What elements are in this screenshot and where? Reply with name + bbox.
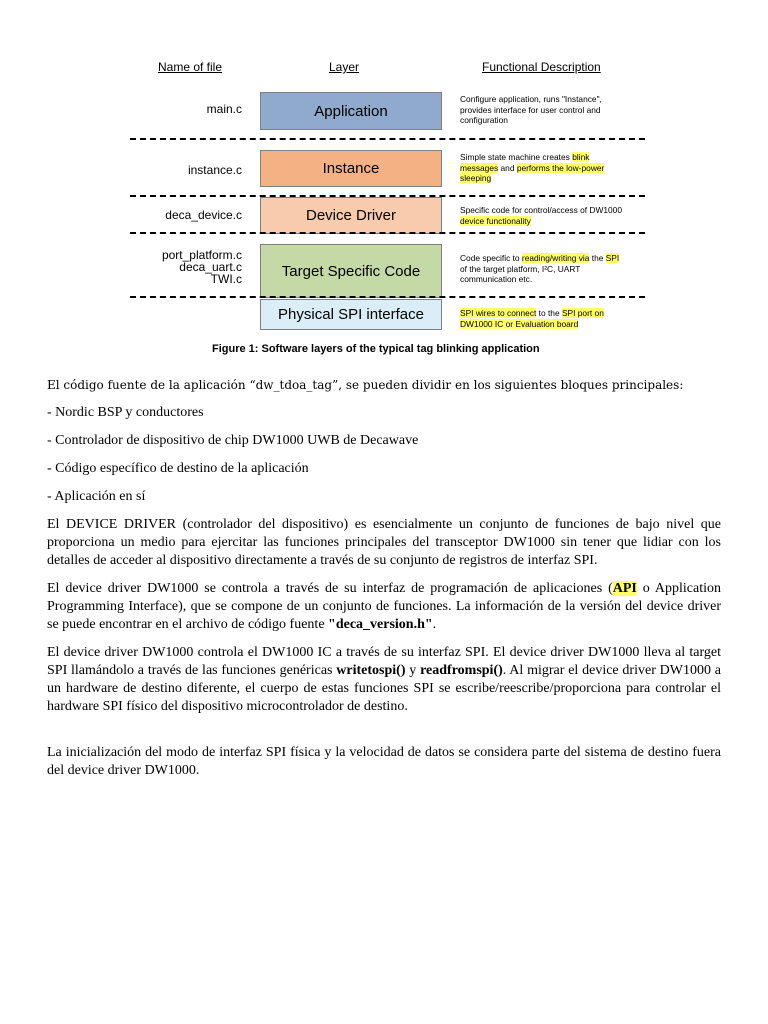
bullet-item: - Aplicación en sí [47, 489, 146, 504]
bullet-item: - Código específico de destino de la aplicación [47, 461, 309, 476]
paragraph-spi-init: La inicialización del modo de interfaz SPI física y la velocidad de datos se considera parte del sistema de destino fuera del device driver DW1000. [47, 745, 721, 778]
highlighted-text: SPI wires to connect [460, 308, 537, 318]
highlighted-text: blink messages [460, 152, 590, 173]
text: . Al migrar el device driver DW1000 a un hardware de destino diferente, el cuerpo de estas funciones SPI se escribe/reescribe/proporciona para controlar el hardware SPI físico del dispositivo microcontrolador de destino. [47, 663, 721, 714]
layer-description [460, 152, 628, 184]
figure-caption: Figure 1: Software layers of the typical tag blinking application [212, 343, 540, 355]
bullet-item: - Nordic BSP y conductores [47, 405, 204, 420]
highlighted-text: performs the low-power sleeping [460, 162, 605, 183]
dashed-separator [130, 195, 645, 197]
highlighted-text: SPI [605, 253, 620, 263]
highlighted-text: device functionality [460, 215, 531, 226]
description-text: and [498, 162, 517, 173]
layer-label: Device Driver [305, 207, 396, 224]
file-name [188, 164, 242, 176]
bullet-item: - Controlador de dispositivo de chip DW1000 UWB de Decawave [47, 433, 419, 448]
layer-description [460, 308, 628, 329]
intro-text: El código fuente de la aplicación “dw_tdoa_tag”, se pueden dividir en los siguientes bloques principales: [47, 378, 684, 392]
header-functional-description: Functional Description [482, 60, 601, 74]
version-file-name: "deca_version.h" [328, 617, 433, 632]
dashed-separator [130, 296, 645, 298]
file-name [165, 209, 242, 221]
layer-label: Target Specific Code [281, 262, 421, 280]
file-name-line: deca_device.c [165, 208, 242, 222]
text: o Application Programming Interface), que se compone de un conjunto de funciones. La información de la versión del device driver se puede encontrar en el archivo de código fuente [47, 581, 722, 632]
description-text: of the target platform, I²C, UART communication etc. [460, 263, 581, 284]
header-name-of-file: Name of file [158, 60, 223, 74]
file-name-line: TWI.c [210, 272, 242, 286]
layer-description [460, 94, 628, 126]
function-readfromspi: readfromspi() [420, 663, 503, 678]
header-layer: Layer [329, 60, 360, 74]
file-name [207, 103, 242, 115]
description-text: the [589, 253, 606, 263]
file-name-line: deca_uart.c [179, 260, 242, 274]
text: El device driver DW1000 se controla a través de su interfaz de programación de aplicaciones ( [47, 581, 613, 596]
description-text: Specific code for control/access of DW1000 [460, 205, 622, 215]
function-writetospi: writetospi() [336, 663, 406, 678]
layer-box [260, 150, 442, 187]
paragraph-api [47, 580, 721, 634]
layer-box [260, 92, 442, 130]
highlighted-text: SPI port on DW1000 IC or Evaluation board [460, 308, 604, 329]
text: y [405, 663, 421, 678]
text: El device driver DW1000 controla el DW1000 IC a través de su interfaz SPI. El device driver DW1000 lleva al target SPI llamándolo a través de las funciones genéricas [47, 645, 721, 678]
layer-box [260, 299, 442, 330]
paragraph-spi-functions [47, 644, 721, 716]
dashed-separator [130, 138, 645, 140]
layer-box [260, 244, 442, 298]
highlighted-text: reading/writing via [521, 253, 590, 263]
layer-description [460, 205, 628, 226]
layer-label: Application [314, 102, 388, 120]
description-text: to the [536, 308, 562, 318]
description-text: Code specific to [460, 253, 522, 263]
description-text: Simple state machine creates [460, 152, 573, 162]
description-text: Configure application, runs "Instance", provides interface for user control and configuration [460, 94, 602, 125]
paragraph-device-driver: El DEVICE DRIVER (controlador del dispositivo) es esencialmente un conjunto de funciones de bajo nivel que proporciona un medio para ejercitar las funciones principales del transceptor DW1000 sin tener que lidiar con los detalles de acceder al dispositivo directamente a través de su conjunto de registros de interfaz SPI. [47, 517, 721, 568]
file-name-line: port_platform.c [161, 248, 242, 262]
file-name-line: main.c [206, 102, 242, 116]
file-name-line: instance.c [187, 163, 242, 177]
text: . [432, 617, 437, 632]
layer-label: Physical SPI interface [278, 306, 424, 323]
layer-label: Instance [322, 160, 380, 177]
file-name [162, 249, 242, 285]
layer-box [260, 197, 442, 234]
layer-description [460, 253, 628, 285]
api-highlight: API [612, 581, 637, 596]
dashed-separator [130, 232, 645, 234]
